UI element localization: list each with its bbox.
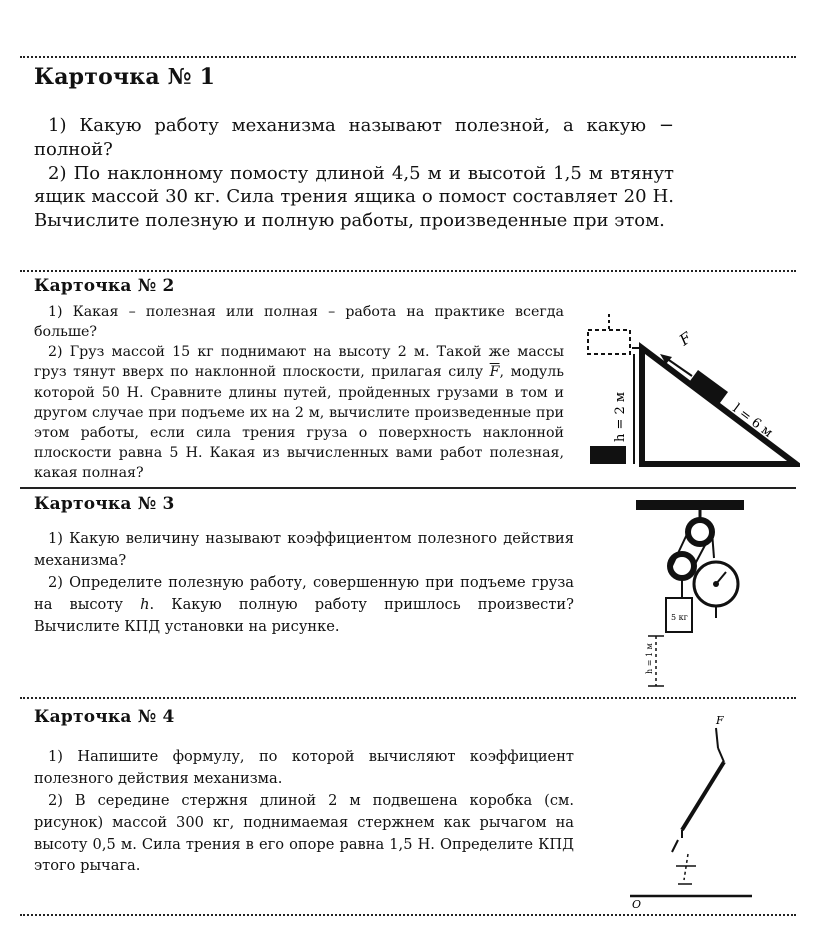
lever-figure <box>612 708 772 908</box>
box-on-incline <box>687 370 728 407</box>
height-symbol: h <box>140 595 150 613</box>
divider-bottom <box>20 914 796 916</box>
height-label: h = 2 м <box>613 391 628 442</box>
divider-card2 <box>20 270 796 272</box>
card4-text <box>34 746 574 877</box>
card1-question-1: 1) Какую работу механизма называют полезной, а какую − полной? <box>34 115 674 160</box>
inclined-plane-figure <box>580 300 800 475</box>
pulley-figure <box>630 496 750 691</box>
card2-question-2: 2) Груз массой 15 кг поднимают на высоту 2 м. Такой же массы груз тянут вверх по наклонной плоскости, прилагая силу $\overline{F}$, модуль которой 50 Н. Сравните длины путей, пройденных грузами в том и другом случае при подъеме их на 2 м, вычислите произведенные при этом работы, если сила трения груза о поверхность наклонной плоскости равна 5 Н. Какая из вычисленных вами работ полезная, какая полная? <box>34 344 564 482</box>
card1-text <box>34 114 674 233</box>
card2-title: Карточка № 2 <box>34 276 175 296</box>
divider-card3 <box>20 487 796 489</box>
ground-weight <box>590 446 626 464</box>
divider-card4 <box>20 697 796 699</box>
card3-text <box>34 528 574 637</box>
card1-question-2: 2) По наклонному помосту длиной 4,5 м и высотой 1,5 м втянут ящик массой 30 кг. Сила трения ящика о помост составляет 20 Н. Вычислите полезную и полную работы, произведенные при этом. <box>34 162 674 231</box>
origin-label: O <box>632 898 642 908</box>
lifted-weight-dashed <box>588 330 630 354</box>
lever-rod <box>682 762 724 830</box>
card2-text <box>34 302 564 483</box>
svg-text:5 кг: 5 кг <box>671 613 688 622</box>
card3-question-2: 2) Определите полезную работу, совершенную при подъеме груза на высоту h. Какую полную работу пришлось произвести? Вычислите КПД установки на рисунке. <box>34 573 574 635</box>
movable-pulley <box>670 554 694 578</box>
card4-question-2: 2) В середине стержня длиной 2 м подвешена коробка (см. рисунок) массой 300 кг, поднимаемая стержнем как рычагом на высоту 0,5 м. Сила трения в его опоре равна 1,5 Н. Определите КПД этого рычага. <box>34 791 574 875</box>
card3-title: Карточка № 3 <box>34 494 175 514</box>
force-symbol: $\overline{F}$ <box>489 364 500 381</box>
card2-question-1: 1) Какая – полезная или полная – работа на практике всегда больше? <box>34 304 564 341</box>
card4-question-1: 1) Напишите формулу, по которой вычисляют коэффициент полезного действия механизма. <box>34 748 574 787</box>
force-label: F <box>716 714 724 727</box>
svg-text:h = 1 м: h = 1 м <box>645 643 654 674</box>
ceiling-beam <box>636 500 744 510</box>
card3-question-1: 1) Какую величину называют коэффициентом полезного действия механизма? <box>34 530 574 569</box>
force-label: F <box>675 328 695 350</box>
length-label: l = 6 м <box>729 401 776 441</box>
divider-top <box>20 56 796 58</box>
card4-title: Карточка № 4 <box>34 707 175 727</box>
card1-title: Карточка № 1 <box>34 64 216 90</box>
wedge <box>642 348 796 464</box>
